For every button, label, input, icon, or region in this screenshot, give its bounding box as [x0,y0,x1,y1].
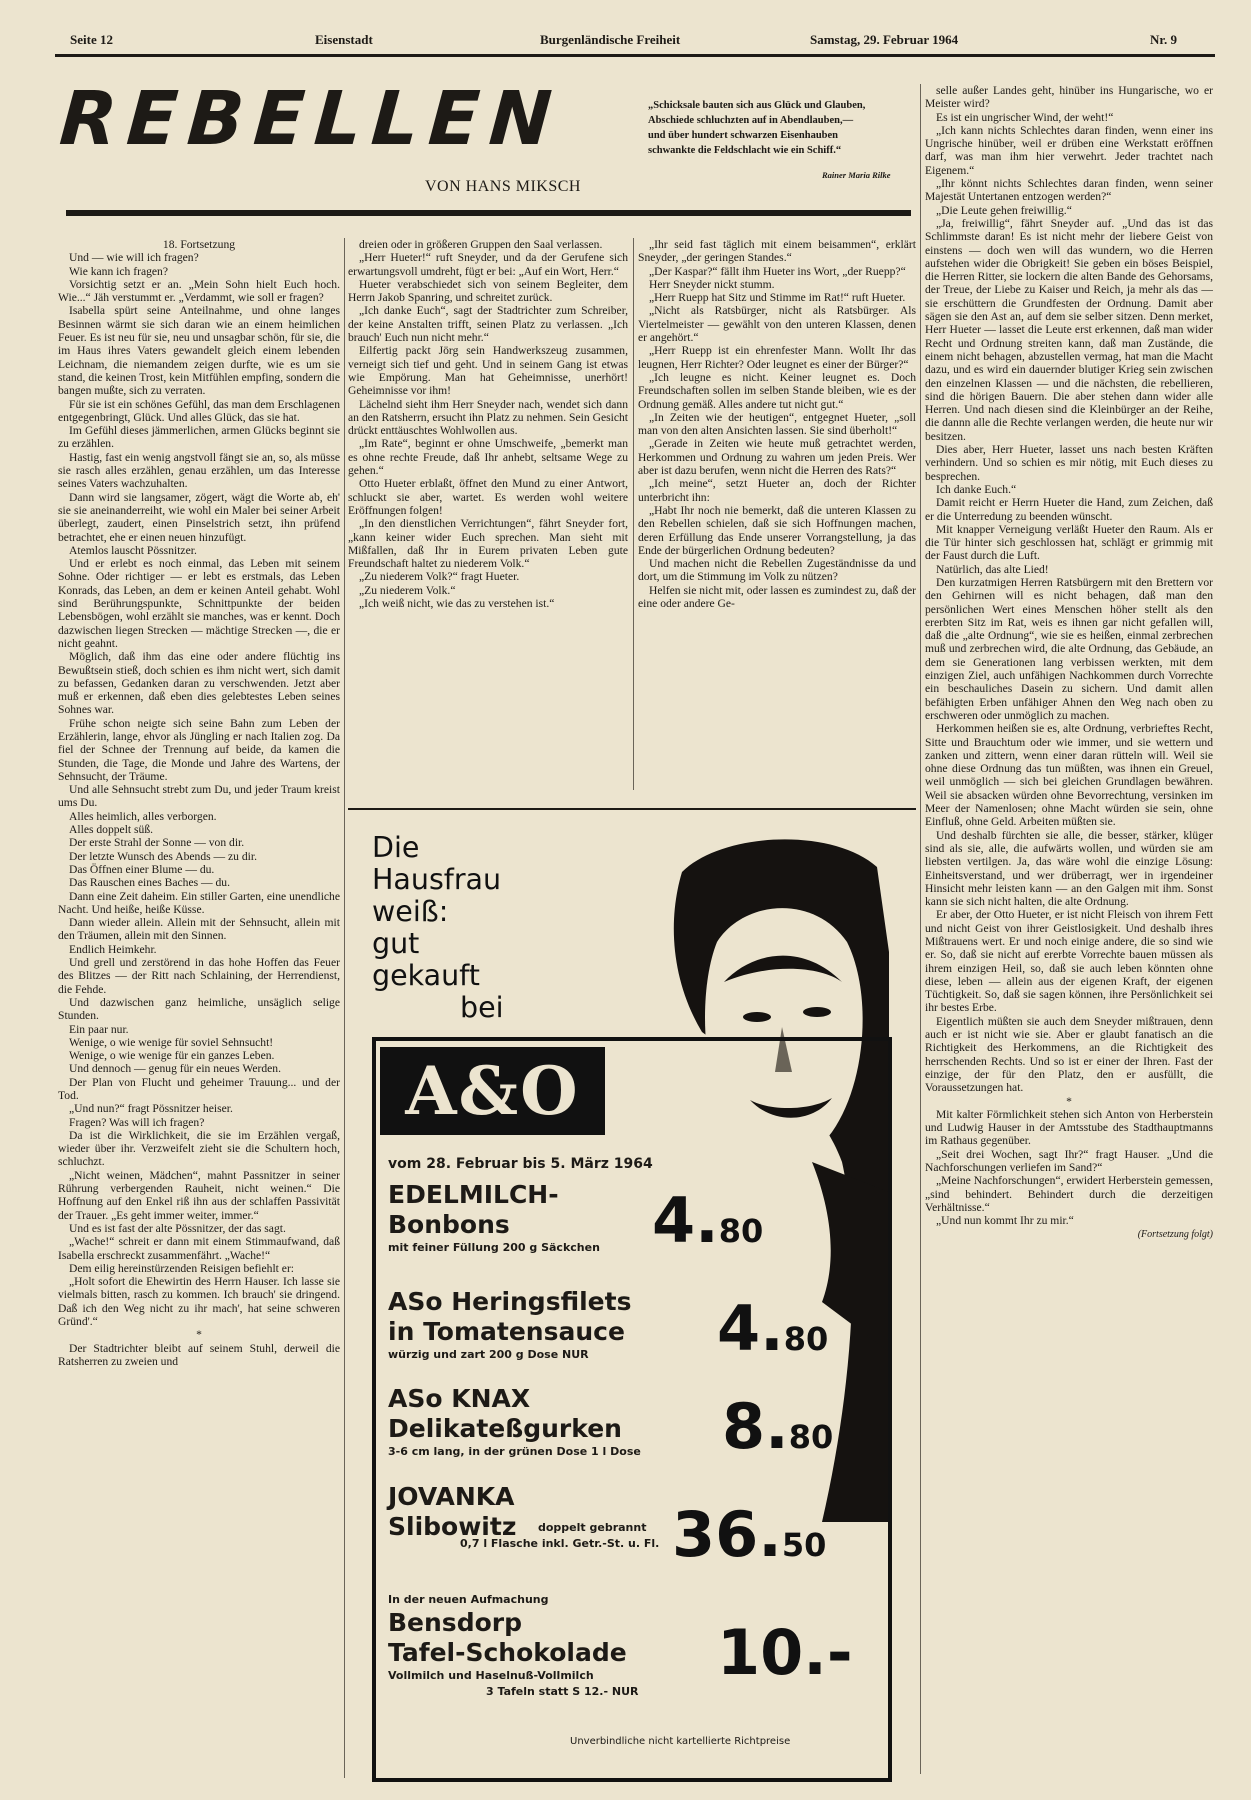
advertisement-rule [348,808,916,810]
product-price: 4.80 [652,1184,764,1257]
motto-author: Rainer Maria Rilke [822,170,891,180]
installment-label: 18. Fortsetzung [162,238,236,251]
paragraph: „In den dienstlichen Verrichtungen“, fährt Sneyder fort, „kann keiner wider Euch sprechen. Man sieht mit Mißfallen, daß Ihr in Eurem privaten Leben gute Freundschaft haltet zu niederem Volk.“ [348,517,628,571]
page-header [70,32,1215,52]
paragraph: „In Zeiten wie der heutigen“, entgegnet Hueter, „soll man von den alten Ansichten lassen. Sie sind überholt!“ [638,410,916,438]
product-item [388,1180,688,1256]
motto-line: schwankte die Feldschlacht wie ein Schiff.“ [648,145,842,156]
paragraph: „Ich leugne es nicht. Keiner leugnet es. Doch Freundschaften sollen im selben Stande bleiben, wie es der Ordnung gemäß. Alles andere tut nicht gut.“ [638,370,916,411]
article-title: REBELLEN [56,76,565,162]
advertisement [372,832,892,1787]
product-details: doppelt gebrannt [538,1521,647,1534]
column-divider [633,238,634,790]
paragraph: „Ich meine“, setzt Hueter an, doch der Richter unterbricht ihn: [638,477,916,504]
product-name-line2: Slibowitz [388,1512,517,1541]
paragraph: „Ja, freiwillig“, fährt Sneyder auf. „Und das ist das Schlimmste daran! Es ist nicht mehr der liebere Geist von einstens — doch wen will das wundern, wo die Herren aufstehen wider die Obrigkeit! Sie geben ein böses Beispiel, die Herren Ritter, sie lockern die alten Bande des Gehorsams, der Treue, der Liebe zu Kaiser und Reich, ja mehr als das — sie erschüttern die Grundfesten der Ordnung. Damit aber sägen sie den Ast an, auf dem sie selber sitzen. Denn merket, Herr Hueter — lasset die Leute erst erkennen, daß man wider Recht und Ordnung streiten kann, daß man Zustände, die einem nicht behagen, abzustellen vermag, hat man die Macht dazu, und es wird ein dauernder blutiger Krieg sein zwischen den einzelnen Klassen — und die nächsten, die rebellieren, sind die hörigen Bauern. Die aber stehen dann wider alle Herren. Und nach diesen sind die Kleinbürger an der Reihe, die dannn alle die Rechte verlangen werden, die heute nur wir besitzen. [925,216,1213,443]
column-divider [920,84,921,1774]
paragraph: Und grell und zerstörend in das hohe Hoffen das Feuer des Blitzes — der Ritt nach Schlaining, der Herrendienst, die Fehde. [58,956,340,996]
product-price: 4.80 [717,1292,829,1365]
paragraph: Der letzte Wunsch des Abends — zu dir. [69,849,257,863]
product-item [388,1482,688,1552]
ad-headline-line: weiß: [372,895,449,928]
paragraph: Hueter verabschiedet sich von seinem Begleiter, dem Herrn Jakob Spanring, und schreitet zurück. [348,277,628,305]
article-title-block [56,76,620,202]
paragraph: „Ihr könnt nichts Schlechtes daran finden, wenn seiner Majestät Untertanen entzogen werden?“ [925,177,1213,204]
paragraph: „Wache!“ schreit er dann mit einem Stimmaufwand, daß Isabella erschreckt zusammenfährt. „Wache!“ [58,1235,340,1262]
paragraph: Das Rauschen eines Baches — du. [69,876,230,890]
paragraph: Wenige, o wie wenige für ein ganzes Leben. [69,1049,275,1063]
paragraph: Otto Hueter erblaßt, öffnet den Mund zu einer Antwort, schluckt sie aber, wartet. Es werden wohl weitere Eröffnungen folgen! [348,477,628,517]
motto-line: Abschiede schluchzten auf in Abendlauben,— [648,115,854,126]
text-column-1 [58,238,340,1778]
product-name-line2: in Tomatensauce [388,1317,625,1346]
motto-line: „Schicksale bauten sich aus Glück und Glauben, [648,100,866,111]
paragraph: Den kurzatmigen Herren Ratsbürgern mit den Brettern vor den Gehirnen will es nicht behagen, daß man den persönlichen Wert eines Menschen höher stellt als den ererbten Sitz im Rat, weis es ihnen gar nicht gefallen will, daß die „alte Ordnung“, wie sie es heißen, einmal zerbrechen muß und zerbrechen wird, die alte Ordnung, das Gebäude, an dem sie Generationen lang verbissen werkten, mit dem einzigen Ziel, auch unfähigen Nachkommen durch Vorrechte ein beschauliches Dasein zu sichern. Und damit allen befähigten Erben unfähiger Ahnen den Weg nach oben zu erschweren oder unmöglich zu machen. [925,575,1213,722]
paragraph: „Herr Hueter!“ ruft Sneyder, und da der Gerufene sich erwartungsvoll umdreht, fügt er bei: „Auf ein Wort, Herr.“ [348,251,628,278]
section-break: * [1066,1094,1072,1108]
article-byline: VON HANS MIKSCH [425,178,581,195]
paragraph: „Zu niederem Volk.“ [359,583,456,597]
paragraph: Alles doppelt süß. [69,823,154,837]
ao-logo: A&O [380,1047,605,1135]
paragraph: Das Öffnen einer Blume — du. [69,862,215,876]
paragraph: Und deshalb fürchten sie alle, die besser, stärker, klüger sind als sie, alle, die aufwärts wollen, und würden sie am liebsten vertilgen. Ja, das wäre wohl die einzige Lösung: Einheitsverstand, und wer drüberragt, wer in irgendeiner Hinsicht mehr leisten kann — an den Galgen mit ihm. Sonst kann sie sich nicht halten, die alte Ordnung. [925,828,1213,909]
paragraph: Eigentlich müßten sie auch dem Sneyder mißtrauen, denn auch er ist nicht wie sie. Aber er glaubt fanatisch an die Richtigkeit des Herkommens, an die Richtigkeit des herrschenden Rechts. Und so ist er einer der Ihren. Fast der einzige, der für den Platz, den er ausfüllt, die Voraussetzungen hat. [925,1014,1213,1095]
issue-date: Samstag, 29. Februar 1964 [810,32,959,47]
paragraph: „Ihr seid fast täglich mit einem beisammen“, erklärt Sneyder, „der geringen Standes.“ [638,238,916,265]
paragraph: „Nicht als Ratsbürger, nicht als Ratsbürger. Als Viertelmeister — gewählt von den unteren Klassen, denen er angehört.“ [638,304,916,345]
paragraph: Der Plan von Flucht und geheimer Trauung... und der Tod. [58,1075,340,1102]
product-price: 10.- [717,1616,853,1689]
paragraph: „Zu niederem Volk?“ fragt Hueter. [359,570,520,584]
product-details: würzig und zart 200 g Dose NUR [388,1348,589,1361]
paragraph: Fragen? Was will ich fragen? [69,1115,205,1129]
ad-validity: vom 28. Februar bis 5. März 1964 [388,1156,653,1172]
paragraph: Der Stadtrichter bleibt auf seinem Stuhl, derweil die Ratsherren zu zweien und [58,1341,340,1368]
paragraph: Dann wird sie langsamer, zögert, wägt die Worte ab, eh' sie sie aneinanderreiht, wie wohl ein Maler bei seiner Arbeit überlegt, zaudert, einen Pinselstrich setzt, ihn prüfend betrachtet, ehe er einen neuen hinzufügt. [58,490,340,544]
paragraph: „Und nun kommt Ihr zu mir.“ [936,1214,1074,1228]
text-column-2 [348,238,628,790]
product-item [388,1384,688,1460]
paragraph: Hastig, fast ein wenig angstvoll fängt sie an, so, als müsse sie rasch alles erzählen, genau erzählen, um das Interesse seines Vaters wachzuhalten. [58,450,340,491]
paragraph: Endlich Heimkehr. [69,942,157,956]
paragraph: Helfen sie nicht mit, oder lassen es zumindest zu, daß der eine oder andere Ge- [638,583,916,611]
paragraph: „Im Rate“, beginnt er ohne Umschweife, „bemerkt man es ohne rechte Freude, daß Ihr anhebt, seltsame Wege zu gehen.“ [348,437,628,478]
paragraph: Eilfertig packt Jörg sein Handwerkszeug zusammen, verneigt sich tief und geht. Und in seinem Gang ist etwas wie Empörung. Man hat Geheimnisse, unerhört! Geheimnisse vor ihm! [348,344,628,398]
paragraph: „Herr Ruepp ist ein ehrenfester Mann. Wollt Ihr das leugnen, Herr Richter? Oder leugnet es einer der Bürger?“ [638,344,916,371]
ad-headline-line: Die [372,831,420,864]
paragraph: „Holt sofort die Ehewirtin des Herrn Hauser. Ich lasse sie vielmals bitten, rasch zu kommen. Ich brauch' sie dringend. Daß ich den Weg nicht zu ihr mach', hat seine schweren Gründ'.“ [58,1275,340,1329]
paragraph: Atemlos lauscht Pössnitzer. [69,543,197,557]
product-name: JOVANKA [388,1482,515,1511]
paragraph: Dies aber, Herr Hueter, lasset uns nach besten Kräften verhindern. Und so schien es mir nötig, mit Euch dieses zu besprechen. [925,443,1213,483]
product-name-line2: Tafel-Schokolade [388,1638,627,1667]
paragraph: „Nicht weinen, Mädchen“, mahnt Passnitzer in seiner Rührung verbergenden Rauheit, nicht weinen.“ Die Hoffnung auf den Enkel riß ihn aus der schlaffen Passivität der Trauer. „Es geht immer weiter, immer.“ [58,1168,340,1222]
product-name: ASo Heringsfilets [388,1287,632,1316]
product-details-2: 0,7 l Flasche inkl. Getr.-St. u. Fl. [460,1537,660,1550]
paragraph: Möglich, daß ihm das eine oder andere flüchtig ins Bewußtsein stieß, doch schien es ihm nicht wert, sich damit zu befassen, Gedanken daran zu verschwenden. Jetzt aber muß er erkennen, daß eben dies gelebtestes Leben seines Sohnes war. [58,650,340,717]
product-price: 36.50 [672,1498,827,1571]
product-details-2: Vollmilch und Haselnuß-Vollmilch [388,1669,594,1682]
paragraph: „Gerade in Zeiten wie heute muß getrachtet werden, Herkommen und Ordnung zu wahren um jeden Preis. Wer aber ist dazu berufen, wenn nicht die Herren des Rats?“ [638,437,916,478]
paragraph: „Ich kann nichts Schlechtes daran finden, wenn einer ins Ungrische hinüber, weil er drüben eine Werkstatt eröffnen darf, was man ihm hier verwehrt. Jeder trachtet nach Eigenem.“ [925,123,1213,177]
text-column-4 [925,84,1213,1774]
paragraph: Im Gefühl dieses jämmerlichen, armen Glücks beginnt sie zu erzählen. [58,424,340,451]
paragraph: „Habt Ihr noch nie bemerkt, daß die unteren Klassen zu den Rebellen schielen, daß sie sich Hoffnungen machen, deren Erfüllung das Ende unserer Vorrangstellung, ja das Ende der bürgerlichen Ordnung bedeuten? [638,503,916,557]
paragraph: Herr Sneyder nickt stumm. [649,277,775,291]
paragraph: Dem eilig hereinstürzenden Reisigen befiehlt er: [69,1261,295,1275]
paragraph: Und es ist fast der alte Pössnitzer, der das sagt. [69,1221,286,1235]
motto-quote [648,98,913,158]
paragraph: selle außer Landes geht, hinüber ins Hungarische, wo er Meister wird? [925,84,1213,111]
product-name: EDELMILCH- [388,1180,559,1209]
paragraph: Dann eine Zeit daheim. Ein stiller Garten, eine unendliche Nacht. Und heiße, heiße Küsse. [58,889,340,916]
paragraph: Herkommen heißen sie es, alte Ordnung, verbrieftes Recht, Sitte und Brauchtum oder wie immer, und sie wettern und zanken und zittern, wenn einer daran rütteln will. Weil sie ohne diese Ordnung das tun müßten, was ihnen ein Greuel, weil unmöglich — sich bei gleichen Grundlagen bewähren. Weil sie absacken würden ohne Bevorrechtung, versinken im Meer der Namenlosen; ohne Macht würden sie sein, ohne Einfluß, ohne Geld. Arbeiten müßten sie. [925,722,1213,829]
paragraph: Und er erlebt es noch einmal, das Leben mit seinem Sohne. Oder richtiger — er lebt es erstmals, das Leben Konrads, das Leben, an dem er keinen Anteil gehabt. Wohl sind Berührungspunkte, Schnittpunkte der beiden Lebensbögen, wohl erzählt sie manches, was er kennt. Doch dazwischen liegen Strecken — mächtige Strecken —, die er nicht geahnt. [58,557,340,650]
paragraph: Wie kann ich fragen? [69,264,168,278]
paragraph: „Seit drei Wochen, sagt Ihr?“ fragt Hauser. „Und die Nachforschungen verliefen im Sand?“ [925,1147,1213,1175]
paragraph: Ein paar nur. [69,1022,129,1036]
paragraph: dreien oder in größeren Gruppen den Saal verlassen. [359,238,603,251]
paragraph: Und dennoch — genug für ein neues Werden. [69,1062,281,1076]
product-name: Bensdorp [388,1608,522,1637]
paragraph: Mit kalter Förmlichkeit stehen sich Anton von Herberstein und Ludwig Hauser in der Amtsstube des Stadthauptmanns im Rathaus gegenüber. [925,1107,1213,1148]
product-details: In der neuen Aufmachung [388,1593,549,1606]
paragraph: Da ist die Wirklichkeit, die sie im Erzählen vergaß, wieder über ihr. Verzweifelt zieht sie die Schultern hoch, schluchzt. [58,1128,340,1169]
paragraph: Mit knapper Verneigung verläßt Hueter den Raum. Als er die Tür hinter sich geschlossen hat, schlägt er grimmig mit der Faust durch die Luft. [925,522,1213,563]
paragraph: Lächelnd sieht ihm Herr Sneyder nach, wendet sich dann an den Ratsherrn, ersucht ihn Platz zu nehmen. Sein Gesicht drückt enttäuschtes Wohlwollen aus. [348,397,628,438]
product-item [388,1287,688,1363]
column-divider [344,238,345,1778]
paragraph: „Die Leute gehen freiwillig.“ [936,203,1072,217]
paragraph: Ich danke Euch.“ [936,482,1017,496]
section-break: * [196,1328,202,1342]
ad-headline-line: bei [460,991,504,1024]
product-name-line2: Delikateßgurken [388,1414,622,1443]
product-item [388,1592,688,1700]
paragraph: Damit reicht er Herrn Hueter die Hand, zum Zeichen, daß er die Unterredung zu beenden wünscht. [925,496,1213,523]
paragraph: Wenige, o wie wenige für soviel Sehnsucht! [69,1035,274,1049]
tafel-note: 3 Tafeln statt S 12.- NUR [486,1685,639,1698]
header-place: Eisenstadt [315,32,373,47]
motto-line: und über hundert schwarzen Eisenhauben [648,130,839,141]
product-name: ASo KNAX [388,1384,531,1413]
paragraph: Frühe schon neigte sich seine Bahn zum Leben der Erzählerin, lange, ehvor als Jüngling er nach Italien zog. Da fiel der Schnee der Trennung auf beide, da kamen die Stunden, die Tage, die Monde und Jahre des Wartens, der Sehnsucht, der Träume. [58,716,340,783]
paragraph: Isabella spürt seine Anteilnahme, und ohne langes Besinnen wärmt sie sich daran wie an einem heimlichen Feuer. Es ist neu für sie, neu und unsagbar schön, für sie, die im Haus ihres Vaters gewandelt gleich einem lebenden Leichnam, die niemandem zeigen durfte, wie es um sie stand, die keinen Trost, kein Mitfühlen empfing, sondern die bangen mußte, sich zu verraten. [58,304,340,398]
paragraph: „Ich weiß nicht, wie das zu verstehen ist.“ [359,597,555,611]
paragraph: Vorsichtig setzt er an. „Mein Sohn hielt Euch hoch. Wie...“ Jäh verstummt er. „Verdammt, wie soll er fragen? [58,277,340,305]
product-price: 8.80 [722,1390,834,1463]
paragraph: Und — wie will ich fragen? [69,251,199,265]
paragraph: Er aber, der Otto Hueter, er ist nicht Fleisch von ihrem Fett und nicht Geist von ihrer Geistlosigkeit. Und deshalb ihres Mißtrauens wert. Er und noch einige andere, die so sind wie er. So, daß sie nicht auf ererbte Vorrechte bauen müssen als ihrem einzigen Heil, so, daß sie auch leben könnten ohne diese, leben — allein aus der eigenen Kraft, der eigenen Tüchtigkeit. So, daß sie sagen können, ihre Persönlichkeit sei ihr bestes Erbe. [925,908,1213,1015]
product-name-line2: Bonbons [388,1210,510,1239]
continued-note: (Fortsetzung folgt) [1137,1228,1213,1240]
paragraph: Und dazwischen ganz heimliche, unsäglich selige Stunden. [58,995,340,1023]
product-details: 3-6 cm lang, in der grünen Dose 1 l Dose [388,1445,641,1458]
paragraph: Und machen nicht die Rebellen Zugeständnisse da und dort, um die Stimmung im Volk zu nützen? [638,557,916,584]
issue-number: Nr. 9 [1150,32,1177,47]
paragraph: Es ist ein ungrischer Wind, der weht!“ [936,110,1114,124]
paragraph: Der erste Strahl der Sonne — von dir. [69,836,245,850]
ad-footer: Unverbindliche nicht kartellierte Richtpreise [570,1736,791,1747]
title-rule [66,210,911,216]
ad-headline-line: gekauft [372,959,480,992]
header-rule [55,54,1215,57]
newspaper-name: Burgenländische Freiheit [540,32,681,47]
paragraph: „Und nun?“ fragt Pössnitzer heiser. [69,1102,233,1116]
ad-headline-line: gut [372,927,420,960]
paragraph: Für sie ist ein schönes Gefühl, das man dem Erschlagenen entgegenbringt, Glück. Und alles Glück, das sie hat. [58,397,340,424]
paragraph: „Ich danke Euch“, sagt der Stadtrichter zum Schreiber, der keine Anstalten trifft, seinen Platz zu verlassen. „Ich brauch' Euch nun nicht mehr.“ [348,304,628,345]
ad-headline-line: Hausfrau [372,863,502,896]
paragraph: „Der Kaspar?“ fällt ihm Hueter ins Wort, „der Ruepp?“ [649,264,906,278]
page-number: Seite 12 [70,32,113,47]
paragraph: Natürlich, das alte Lied! [936,562,1049,576]
paragraph: „Meine Nachforschungen“, erwidert Herberstein gemessen, „sind behindert. Behindert durch die derzeitigen Verhältnisse.“ [925,1174,1213,1214]
paragraph: Und alle Sehnsucht strebt zum Du, und jeder Traum kreist ums Du. [58,783,340,810]
text-column-3 [638,238,916,790]
product-details: mit feiner Füllung 200 g Säckchen [388,1241,600,1254]
ad-headline [372,832,504,1024]
paragraph: Dann wieder allein. Allein mit der Sehnsucht, allein mit den Träumen, allein mit den Sinnen. [58,916,340,943]
paragraph: „Herr Ruepp hat Sitz und Stimme im Rat!“ ruft Hueter. [649,291,906,305]
paragraph: Alles heimlich, alles verborgen. [69,809,217,823]
